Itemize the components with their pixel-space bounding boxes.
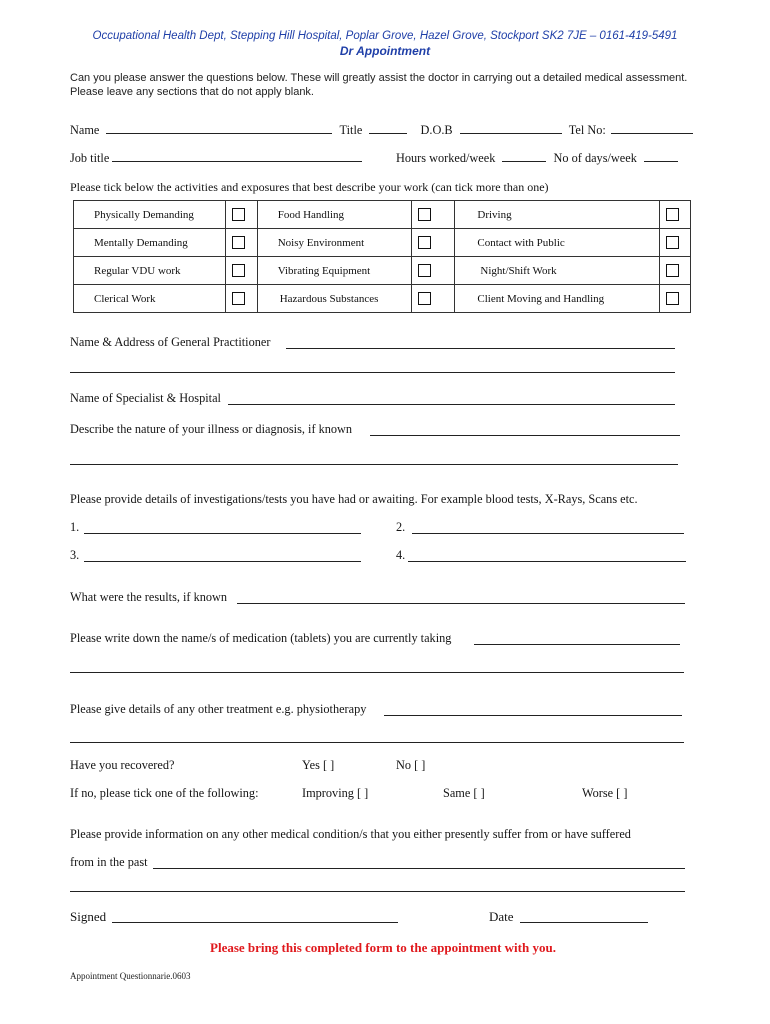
hours-row [396, 151, 678, 166]
name-field[interactable] [106, 132, 332, 134]
job-title-field[interactable] [112, 160, 362, 162]
activity-label: Physically Demanding [74, 201, 226, 229]
medication-label: Please write down the name/s of medication (tablets) you are currently taking [70, 631, 452, 645]
item-1-label: 1. [70, 520, 80, 534]
name-row [70, 123, 693, 138]
checkbox-physically-demanding[interactable] [232, 208, 245, 221]
same-option[interactable]: Same [ ] [443, 786, 485, 800]
improving-option[interactable]: Improving [ ] [302, 786, 369, 800]
recovered-yes-option[interactable]: Yes [ ] [302, 758, 335, 772]
bring-form-notice: Please bring this completed form to the appointment with you. [210, 940, 556, 955]
worse-option[interactable]: Worse [ ] [582, 786, 628, 800]
checkbox-contact-with-public[interactable] [666, 236, 679, 249]
activities-table [73, 200, 691, 313]
name-label: Name [70, 123, 100, 137]
item-3-label: 3. [70, 548, 80, 562]
activity-label: Food Handling [257, 201, 412, 229]
activity-row [74, 229, 691, 257]
investigation-field-2[interactable] [412, 533, 684, 534]
other-conditions-field-line2[interactable] [70, 891, 685, 892]
form-title: Dr Appointment [339, 44, 431, 58]
treatment-label: Please give details of any other treatment e.g. physiotherapy [70, 702, 367, 716]
checkbox-clerical-work[interactable] [232, 292, 245, 305]
checkbox-noisy-environment[interactable] [418, 236, 431, 249]
activity-label: Regular VDU work [74, 257, 226, 285]
date-field[interactable] [520, 922, 648, 923]
activity-label: Hazardous Substances [257, 285, 412, 313]
other-conditions-field[interactable] [153, 868, 685, 869]
job-title-label: Job title [70, 151, 110, 165]
header-address: Occupational Health Dept, Stepping Hill Hospital, Poplar Grove, Hazel Grove, Stockport SK2 7JE – 0161-419-5491 [92, 30, 678, 42]
specialist-label: Name of Specialist & Hospital [70, 391, 221, 405]
activities-prompt: Please tick below the activities and exposures that best describe your work (can tick more than one) [70, 180, 549, 194]
illness-field[interactable] [370, 435, 680, 436]
checkbox-client-moving-handling[interactable] [666, 292, 679, 305]
title-field[interactable] [369, 132, 407, 134]
footer-reference: Appointment Questionnarie.0603 [70, 971, 191, 981]
specialist-field[interactable] [228, 404, 675, 405]
illness-label: Describe the nature of your illness or diagnosis, if known [70, 422, 353, 436]
if-no-label: If no, please tick one of the following: [70, 786, 259, 800]
results-field[interactable] [237, 603, 685, 604]
recovered-label: Have you recovered? [70, 758, 175, 772]
investigation-field-1[interactable] [84, 533, 361, 534]
checkbox-night-shift-work[interactable] [666, 264, 679, 277]
checkbox-food-handling[interactable] [418, 208, 431, 221]
activity-label: Clerical Work [74, 285, 226, 313]
activity-label: Mentally Demanding [74, 229, 226, 257]
activity-label: Night/Shift Work [455, 257, 660, 285]
checkbox-vibrating-equipment[interactable] [418, 264, 431, 277]
hours-field[interactable] [502, 160, 546, 162]
activity-row [74, 285, 691, 313]
checkbox-mentally-demanding[interactable] [232, 236, 245, 249]
other-conditions-label-line2: from in the past [70, 855, 148, 869]
activity-label: Noisy Environment [257, 229, 412, 257]
signature-field[interactable] [112, 922, 398, 923]
medication-field-line2[interactable] [70, 672, 684, 673]
medication-field[interactable] [474, 644, 680, 645]
days-field[interactable] [644, 160, 678, 162]
hours-label: Hours worked/week [396, 151, 496, 165]
tel-label: Tel No: [568, 123, 606, 137]
investigation-field-3[interactable] [84, 561, 361, 562]
intro-text: Can you please answer the questions below. These will greatly assist the doctor in carrying out a detailed medical assessment. Please leave any sections that do not apply blank. [70, 72, 688, 98]
gp-field-line2[interactable] [70, 372, 675, 373]
checkbox-regular-vdu-work[interactable] [232, 264, 245, 277]
activity-row [74, 201, 691, 229]
item-2-label: 2. [396, 520, 406, 534]
item-4-label: 4. [396, 548, 406, 562]
dob-field[interactable] [460, 132, 562, 134]
checkbox-driving[interactable] [666, 208, 679, 221]
activity-row [74, 257, 691, 285]
activity-label: Vibrating Equipment [257, 257, 412, 285]
signed-label: Signed [70, 909, 107, 924]
results-label: What were the results, if known [70, 590, 228, 604]
activity-label: Client Moving and Handling [455, 285, 660, 313]
treatment-field[interactable] [384, 715, 682, 716]
tel-field[interactable] [611, 132, 693, 134]
title-label: Title [339, 123, 363, 137]
investigation-field-4[interactable] [408, 561, 686, 562]
date-label: Date [489, 909, 514, 924]
activity-label: Contact with Public [455, 229, 660, 257]
dob-label: D.O.B [420, 123, 453, 137]
gp-field[interactable] [286, 348, 675, 349]
activity-label: Driving [455, 201, 660, 229]
recovered-no-option[interactable]: No [ ] [396, 758, 426, 772]
days-label: No of days/week [553, 151, 637, 165]
checkbox-hazardous-substances[interactable] [418, 292, 431, 305]
treatment-field-line2[interactable] [70, 742, 684, 743]
other-conditions-label: Please provide information on any other medical condition/s that you either presently suffer from or have suffered [70, 827, 631, 841]
investigations-label: Please provide details of investigations/tests you have had or awaiting. For example blood tests, X-Rays, Scans etc. [70, 492, 638, 506]
gp-label: Name & Address of General Practitioner [70, 335, 271, 349]
job-row [70, 151, 362, 166]
illness-field-line2[interactable] [70, 464, 678, 465]
